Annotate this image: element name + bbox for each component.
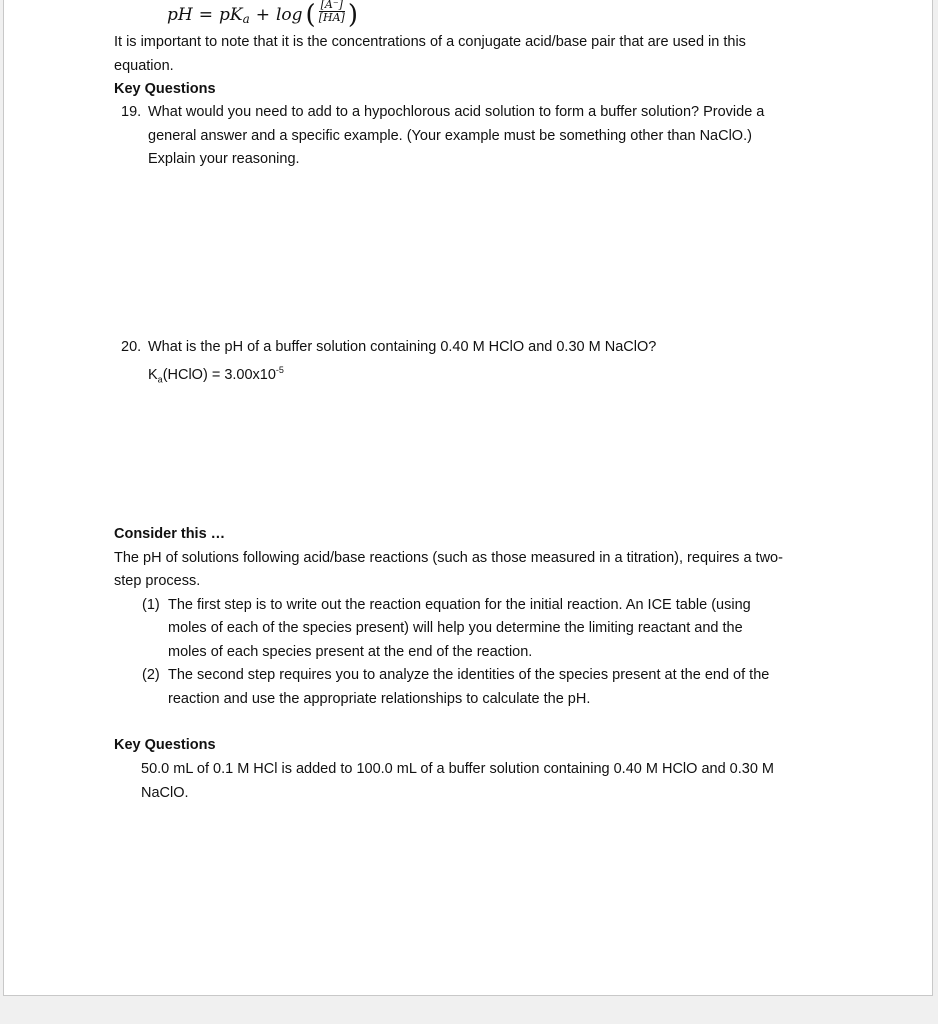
eq-pka: $pK_a$ [218, 4, 250, 26]
consider-line-2: step process. [114, 573, 201, 589]
intro-line-2: equation. [114, 58, 174, 74]
q19-number: 19. [121, 104, 142, 120]
eq-plus: + [255, 5, 270, 25]
q19-line-2: general answer and a specific example. (Your example must be something other than NaClO.) [148, 128, 752, 144]
q19-line-3: Explain your reasoning. [148, 151, 300, 167]
eq-log: log [275, 5, 303, 25]
henderson-hasselbalch-equation: pH = $pK_a$ + log ( $\frac{[A^-]}{[HA]}$ ) [167, 0, 358, 30]
step-2-line-2: reaction and use the appropriate relationships to calculate the pH. [168, 691, 591, 707]
document-page [3, 0, 933, 996]
step-2-line-1: The second step requires you to analyze the identities of the species present at the end of the [168, 667, 770, 683]
key-questions-heading-1: Key Questions [114, 81, 216, 97]
q19-line-1: What would you need to add to a hypochlorous acid solution to form a buffer solution? Provide a [148, 104, 765, 120]
step-1-marker: (1) [142, 597, 160, 613]
consider-heading: Consider this … [114, 526, 226, 542]
q20-ka-line: $K_a(HClO) = 3.00x10^{-5}$ [148, 365, 284, 385]
eq-equals: = [198, 5, 213, 25]
key-questions-heading-2: Key Questions [114, 737, 216, 753]
step-1-line-3: moles of each species present at the end of the reaction. [168, 644, 533, 660]
step-2-marker: (2) [142, 667, 160, 683]
consider-line-1: The pH of solutions following acid/base reactions (such as those measured in a titration), requires a two- [114, 550, 783, 566]
titration-question-line-2: NaClO. [141, 785, 189, 801]
eq-denominator: [HA] [318, 10, 345, 24]
q20-line-1: What is the pH of a buffer solution containing 0.40 M HClO and 0.30 M NaClO? [148, 339, 657, 355]
titration-question-line-1: 50.0 mL of 0.1 M HCl is added to 100.0 mL of a buffer solution containing 0.40 M HClO and 0.30 M [141, 761, 774, 777]
eq-numerator: [A⁻] [320, 0, 343, 11]
intro-line-1: It is important to note that it is the concentrations of a conjugate acid/base pair that are used in this [114, 34, 746, 50]
step-1-line-2: moles of each of the species present) will help you determine the limiting reactant and the [168, 620, 743, 636]
eq-fraction [317, 0, 347, 24]
step-1-line-1: The first step is to write out the reaction equation for the initial reaction. An ICE table (using [168, 597, 751, 613]
eq-ph: pH [167, 5, 193, 25]
q20-number: 20. [121, 339, 142, 355]
